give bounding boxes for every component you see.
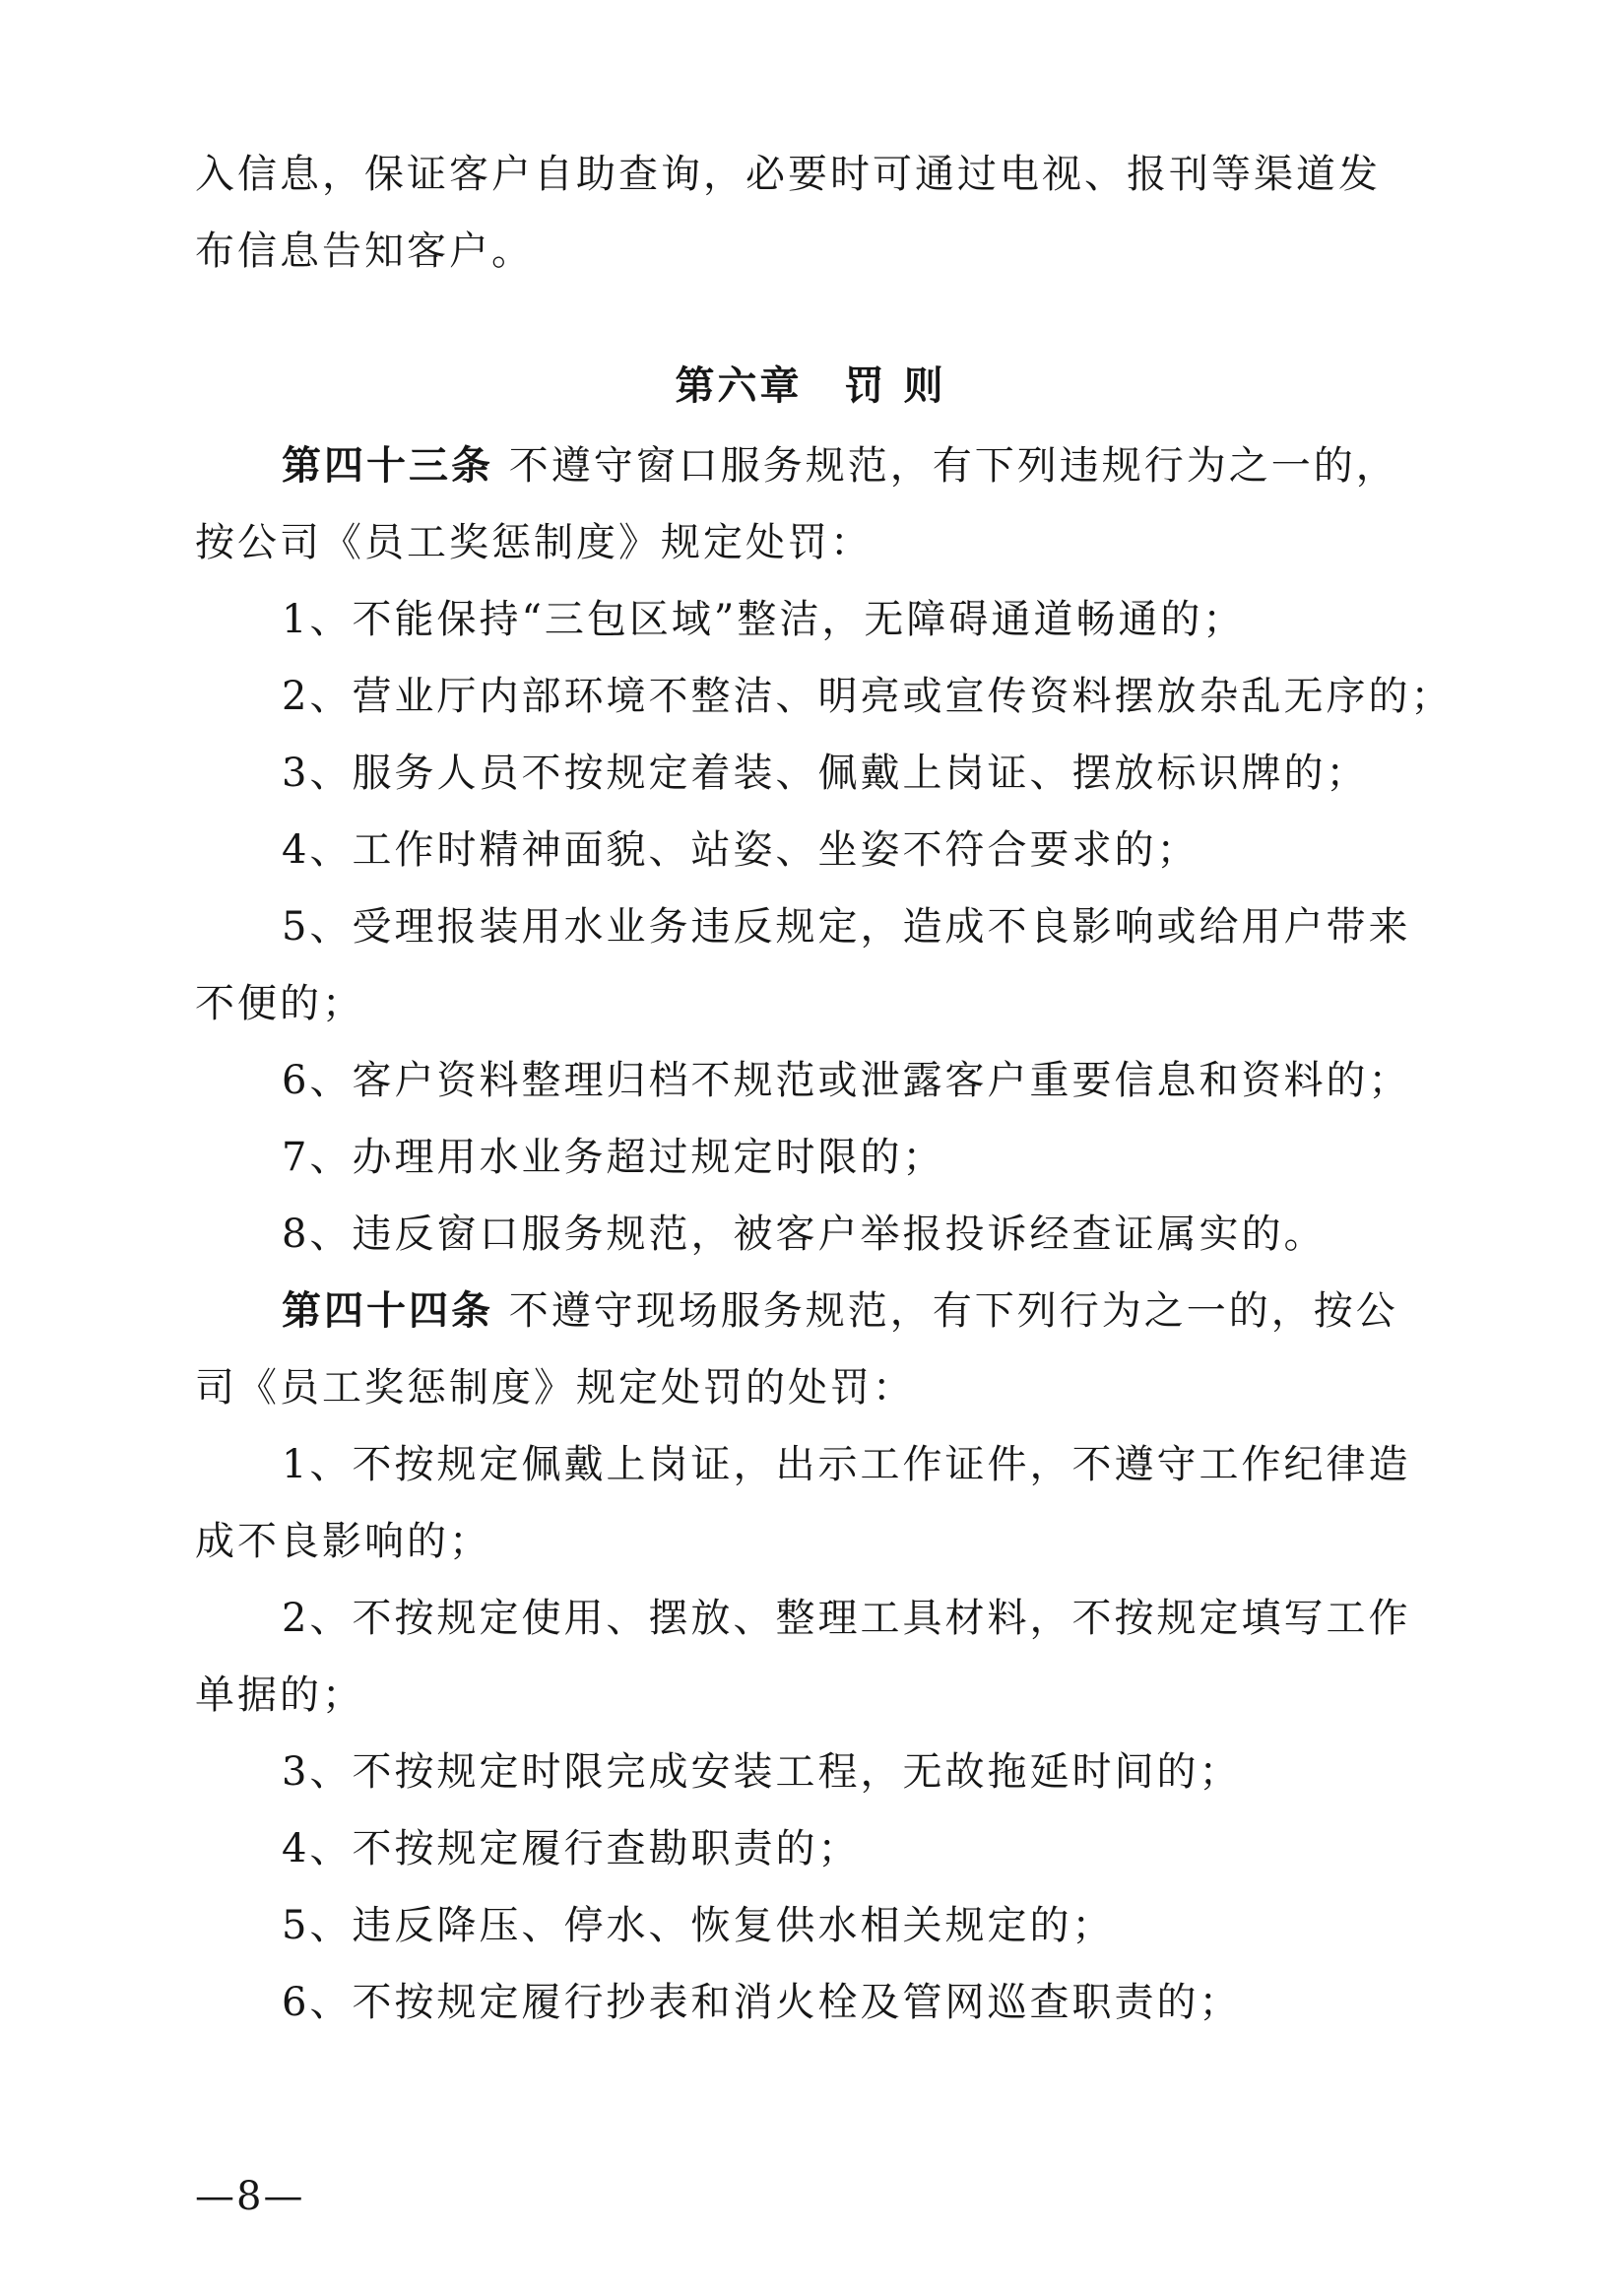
list-item: 2、不按规定使用、摆放、整理工具材料，不按规定填写工作 (282, 1596, 1411, 1641)
article-text: 不遵守现场服务规范，有下列行为之一的，按公 (493, 1288, 1398, 1334)
chapter-heading: 第六章 罚 则 (675, 363, 946, 409)
list-item-continuation: 不便的； (195, 981, 364, 1026)
article-number: 第四十四条 (282, 1288, 493, 1334)
article-43-heading-line (195, 427, 1426, 504)
list-item: 6、客户资料整理归档不规范或泄露客户重要信息和资料的； (282, 1058, 1411, 1103)
paragraph-line: 布信息告知客户。 (195, 229, 534, 274)
list-item-continuation: 单据的； (195, 1673, 364, 1718)
list-item: 1、不能保持“三包区域”整洁，无障碍通道畅通的； (282, 597, 1246, 642)
article-number: 第四十三条 (282, 443, 493, 489)
article-text: 不遵守窗口服务规范，有下列违规行为之一的， (493, 443, 1398, 489)
list-item: 3、不按规定时限完成安装工程，无故拖延时间的； (282, 1749, 1242, 1795)
list-item: 3、服务人员不按规定着装、佩戴上岗证、摆放标识牌的； (282, 751, 1369, 796)
page-number: —8— (195, 2174, 305, 2219)
list-item: 8、违反窗口服务规范，被客户举报投诉经查证属实的。 (282, 1212, 1327, 1257)
list-item: 2、营业厅内部环境不整洁、明亮或宣传资料摆放杂乱无序的； (282, 674, 1454, 719)
list-item: 5、受理报装用水业务违反规定，造成不良影响或给用户带来 (282, 904, 1411, 950)
list-item: 6、不按规定履行抄表和消火栓及管网巡查职责的； (282, 1980, 1242, 2025)
paragraph-line: 司《员工奖惩制度》规定处罚的处罚： (195, 1365, 915, 1410)
list-item: 7、办理用水业务超过规定时限的； (282, 1135, 945, 1180)
list-item: 5、违反降压、停水、恢复供水相关规定的； (282, 1903, 1115, 1948)
list-item: 1、不按规定佩戴上岗证，出示工作证件，不遵守工作纪律造 (282, 1442, 1411, 1487)
list-item: 4、不按规定履行查勘职责的； (282, 1826, 861, 1871)
paragraph-line: 入信息，保证客户自助查询，必要时可通过电视、报刊等渠道发 (195, 152, 1381, 197)
list-item: 4、工作时精神面貌、站姿、坐姿不符合要求的； (282, 827, 1200, 873)
article-44-heading-line (195, 1273, 1426, 1349)
list-item-continuation: 成不良影响的； (195, 1519, 491, 1564)
paragraph-line: 按公司《员工奖惩制度》规定处罚： (195, 520, 873, 565)
body-text (195, 136, 1454, 2041)
